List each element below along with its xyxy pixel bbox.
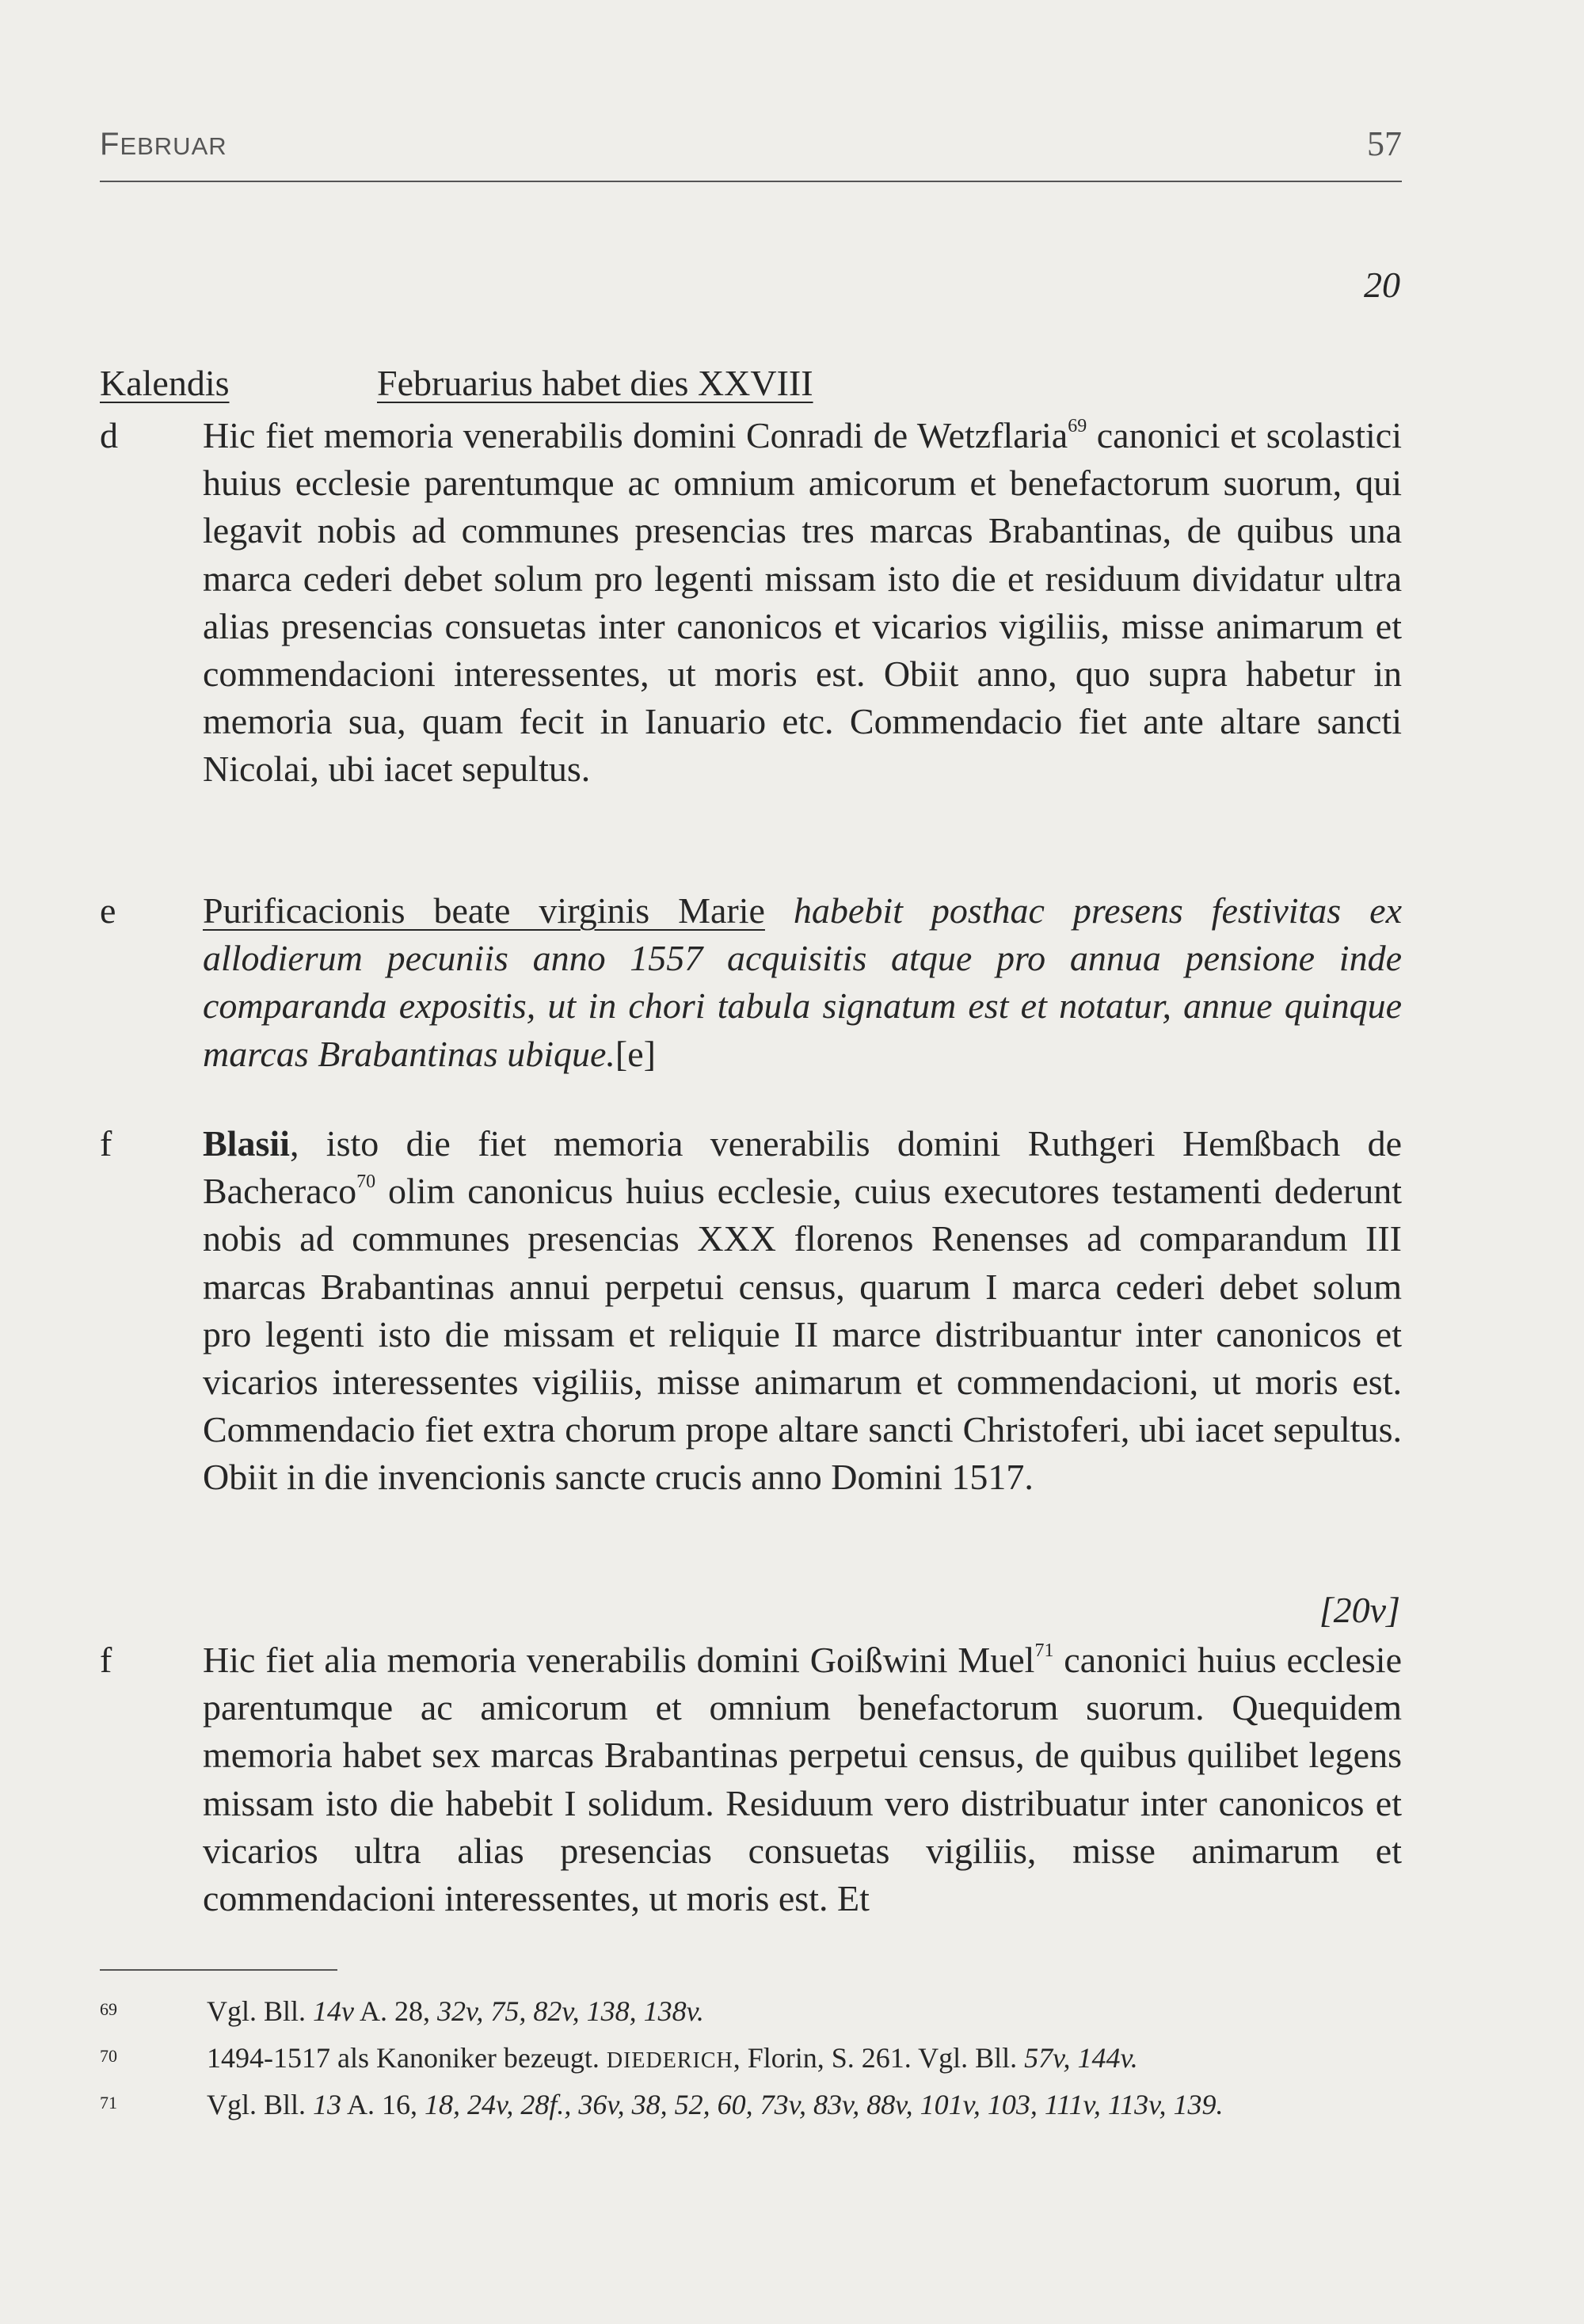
footnote-text bbox=[207, 1994, 704, 2028]
footnote-text-part: Vgl. Bll. bbox=[207, 1995, 314, 2027]
dominical-letter: d bbox=[100, 415, 118, 455]
memoria-entry-ruthger bbox=[100, 1120, 1402, 1502]
footnote-text-italic: 14v bbox=[313, 1995, 354, 2027]
footnote-author: DIEDERICH bbox=[606, 2048, 733, 2073]
footnote-text bbox=[207, 2088, 1223, 2121]
entry-text-part: Hic fiet memoria venerabilis domini Conradi de Wetzflaria bbox=[203, 415, 1068, 455]
footnote-text bbox=[207, 2041, 1138, 2074]
page-number: 57 bbox=[1367, 124, 1402, 163]
saint-name: Blasii bbox=[203, 1123, 290, 1164]
running-title-initial: F bbox=[100, 127, 120, 162]
entry-text-italic: habebit posthac presens festivitas ex allodierum pecuniis anno 1557 acquisitis atque pro annua pensione inde comparanda expositis, ut in chori tabula signatum est et notatur, annue quinque marcas Brabantinas ubique. bbox=[203, 890, 1402, 1074]
memoria-entry-conrad bbox=[100, 412, 1402, 794]
dominical-letter: e bbox=[100, 890, 116, 931]
footnote-divider bbox=[100, 1969, 337, 1971]
entry-text-part: canonici et scolastici huius ecclesie parentumque ac omnium amicorum et benefactorum suorum, qui legavit nobis ad communes presencias tres marcas Brabantinas, de quibus una marca cederi debet solum pro legenti missam isto die et residuum dividatur ultra alias presencias consuetas inter canonicos et vicarios vigiliis, misse animarum et commendacioni interessentes, ut moris est. Obiit anno, quo supra habetur in memoria sua, quam fecit in Ianuario etc. Commendacio fiet ante altare sancti Nicolai, ubi iacet sepultus. bbox=[203, 415, 1402, 790]
folio-marker: [20v] bbox=[1319, 1590, 1400, 1630]
footnote-number: 70 bbox=[100, 2046, 117, 2066]
footnote-number: 71 bbox=[100, 2093, 117, 2113]
footnote-ref: 69 bbox=[1068, 416, 1087, 436]
entry-text-part: Hic fiet alia memoria venerabilis domini Goißwini Muel bbox=[203, 1640, 1035, 1680]
footnote-text-part: , Florin, S. 261. Vgl. Bll. bbox=[733, 2042, 1025, 2074]
footnote-text-italic: 13 bbox=[313, 2089, 342, 2120]
footnote-text-italic: 32v, 75, 82v, 138, 138v. bbox=[437, 1995, 704, 2027]
page-header bbox=[100, 119, 1402, 182]
feast-entry-purificacio bbox=[100, 887, 1402, 1078]
feast-title: Purificacionis beate virginis Marie bbox=[203, 890, 765, 931]
footnote-text-part: Vgl. Bll. bbox=[207, 2089, 314, 2120]
footnote-ref: 70 bbox=[356, 1172, 376, 1193]
folio-marker: 20 bbox=[1364, 265, 1400, 305]
memoria-entry-goisswin bbox=[100, 1636, 1402, 1922]
entry-text bbox=[203, 887, 1402, 1078]
running-title-rest: EBRUAR bbox=[120, 132, 227, 160]
running-title bbox=[100, 127, 227, 162]
entry-text-part: , isto die fiet memoria venerabilis domini Ruthgeri Hemßbach de Bacheraco bbox=[203, 1123, 1402, 1212]
footnote-text-part: 1494-1517 als Kanoniker bezeugt. bbox=[207, 2042, 607, 2074]
entry-text-part: canonici huius ecclesie parentumque ac amicorum et omnium benefactorum suorum. Quequidem memoria habet sex marcas Brabantinas perpetui census, de quibus quilibet legens missam isto die habebit I solidum. Residuum vero distribuatur inter canonicos et vicarios ultra alias presencias consuetas vigiliis, misse animarum et commendacioni interessentes, ut moris est. Et bbox=[203, 1640, 1402, 1919]
entry-text bbox=[203, 412, 1402, 794]
kalendis-label: Kalendis bbox=[100, 363, 230, 403]
dominical-letter: f bbox=[100, 1123, 112, 1164]
month-heading: Februarius habet dies XXVIII bbox=[377, 363, 813, 403]
entry-text-part: olim canonicus huius ecclesie, cuius executores testamenti dederunt nobis ad communes presencias XXX florenos Renenses ad comparandum III marcas Brabantinas annui perpetui census, quarum I marca cederi debet solum pro legenti isto die missam et reliquie II marce distribuantur inter canonicos et vicarios interessentes vigiliis, misse animarum et commendacioni, ut moris est. Commendacio fiet extra chorum prope altare sancti Christoferi, ubi iacet sepultus. Obiit in die invencionis sancte crucis anno Domini 1517. bbox=[203, 1171, 1402, 1498]
editorial-mark: [e] bbox=[615, 1033, 656, 1074]
entry-text bbox=[203, 1120, 1402, 1502]
footnote-text-italic: 57v, 144v. bbox=[1024, 2042, 1138, 2074]
footnote-text-part: A. 28, bbox=[354, 1995, 438, 2027]
footnote-text-italic: 18, 24v, 28f., 36v, 38, 52, 60, 73v, 83v, 88v, 101v, 103, 111v, 113v, 139. bbox=[425, 2089, 1224, 2120]
footnote-ref: 71 bbox=[1034, 1640, 1054, 1661]
dominical-letter: f bbox=[100, 1640, 112, 1680]
footnote-number: 69 bbox=[100, 1999, 117, 2019]
entry-text bbox=[203, 1636, 1402, 1922]
footnote-text-part: A. 16, bbox=[341, 2089, 425, 2120]
